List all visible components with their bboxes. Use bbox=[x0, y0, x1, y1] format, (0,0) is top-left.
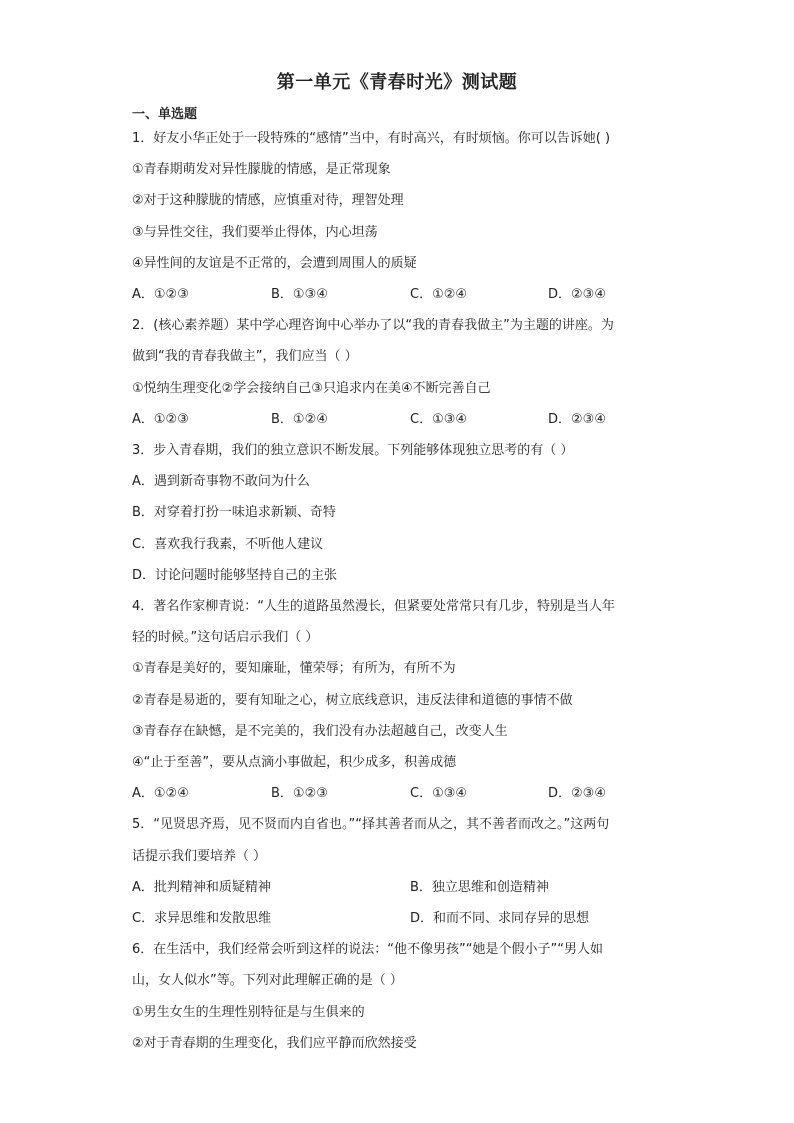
option-b[interactable]: B．①②③ bbox=[271, 786, 328, 801]
option-b[interactable]: B．①③④ bbox=[271, 287, 328, 302]
option-c[interactable]: C．喜欢我行我素，不听他人建议 bbox=[132, 537, 324, 552]
option-a[interactable]: A．批判精神和质疑精神 bbox=[132, 880, 271, 895]
question-6-stem-cont: 山，女人似水”等。下列对此理解正确的是（ ） bbox=[132, 973, 403, 988]
option-b[interactable]: B．对穿着打扮一味追求新颖、奇特 bbox=[132, 505, 336, 520]
question-4-item: ③青春存在缺憾，是不完美的，我们没有办法超越自己，改变人生 bbox=[132, 724, 508, 739]
question-1-item: ①青春期萌发对异性朦胧的情感，是正常现象 bbox=[132, 162, 391, 177]
option-d[interactable]: D．②③④ bbox=[548, 786, 606, 801]
question-5-options-row2 bbox=[132, 910, 652, 928]
option-a[interactable]: A．①②③ bbox=[132, 412, 189, 427]
question-1-stem: 1．好友小华正处于一段特殊的“感情”当中，有时高兴，有时烦恼。你可以告诉她( ) bbox=[132, 131, 611, 146]
question-4-item: ②青春是易逝的，要有知耻之心，树立底线意识，违反法律和道德的事情不做 bbox=[132, 693, 573, 708]
question-5-options-row1 bbox=[132, 879, 652, 897]
question-2-stem: 2．(核心素养题）某中学心理咨询中心举办了以“我的青春我做主”为主题的讲座。为 bbox=[132, 318, 614, 333]
question-1-options bbox=[132, 286, 652, 304]
question-3-stem: 3．步入青春期，我们的独立意识不断发展。下列能够体现独立思考的有（ ） bbox=[132, 443, 574, 458]
option-a[interactable]: A．遇到新奇事物不敢问为什么 bbox=[132, 474, 310, 489]
question-1-item: ②对于这种朦胧的情感，应慎重对待，理智处理 bbox=[132, 193, 404, 208]
option-d[interactable]: D．和而不同、求同存异的思想 bbox=[410, 911, 590, 926]
option-c[interactable]: C．①③④ bbox=[410, 412, 468, 427]
question-5-stem-cont: 话提示我们要培养（ ） bbox=[132, 849, 267, 864]
question-4-stem-cont: 轻的时候。”这句话启示我们（ ） bbox=[132, 630, 319, 645]
option-d[interactable]: D．②③④ bbox=[548, 287, 606, 302]
question-4-options bbox=[132, 785, 652, 803]
option-d[interactable]: D．②③④ bbox=[548, 412, 606, 427]
page-title: 第一单元《青春时光》测试题 bbox=[276, 72, 518, 93]
option-b[interactable]: B．①②④ bbox=[271, 412, 328, 427]
question-2-options bbox=[132, 411, 652, 429]
question-4-item: ①青春是美好的，要知廉耻，懂荣辱；有所为，有所不为 bbox=[132, 661, 456, 676]
question-6-item: ②对于青春期的生理变化，我们应平静而欣然接受 bbox=[132, 1036, 417, 1051]
option-a[interactable]: A．①②③ bbox=[132, 287, 189, 302]
option-c[interactable]: C．求异思维和发散思维 bbox=[132, 911, 272, 926]
question-1-item: ④异性间的友谊是不正常的，会遭到周围人的质疑 bbox=[132, 256, 417, 271]
question-4-item: ④“止于至善”，要从点滴小事做起，积少成多，积善成德 bbox=[132, 755, 457, 770]
option-c[interactable]: C．①③④ bbox=[410, 786, 468, 801]
question-2-stem-cont: 做到“我的青春我做主”，我们应当（ ） bbox=[132, 349, 358, 364]
question-6-item: ①男生女生的生理性别特征是与生俱来的 bbox=[132, 1005, 365, 1020]
option-b[interactable]: B．独立思维和创造精神 bbox=[410, 880, 549, 895]
option-d[interactable]: D．讨论问题时能够坚持自己的主张 bbox=[132, 568, 338, 583]
question-6-stem: 6．在生活中，我们经常会听到这样的说法：“他不像男孩”“她是个假小子”“男人如 bbox=[132, 942, 603, 957]
section-heading: 一、单选题 bbox=[132, 107, 198, 122]
question-5-stem: 5．“见贤思齐焉，见不贤而内自省也。”“择其善者而从之，其不善者而改之。”这两句 bbox=[132, 817, 610, 832]
option-a[interactable]: A．①②④ bbox=[132, 786, 189, 801]
option-c[interactable]: C．①②④ bbox=[410, 287, 468, 302]
question-2-item: ①悦纳生理变化②学会接纳自己③只追求内在美④不断完善自己 bbox=[132, 381, 491, 396]
question-1-item: ③与异性交往，我们要举止得体，内心坦荡 bbox=[132, 225, 378, 240]
question-4-stem: 4．著名作家柳青说：“人生的道路虽然漫长，但紧要处常常只有几步，特别是当人年 bbox=[132, 599, 616, 614]
